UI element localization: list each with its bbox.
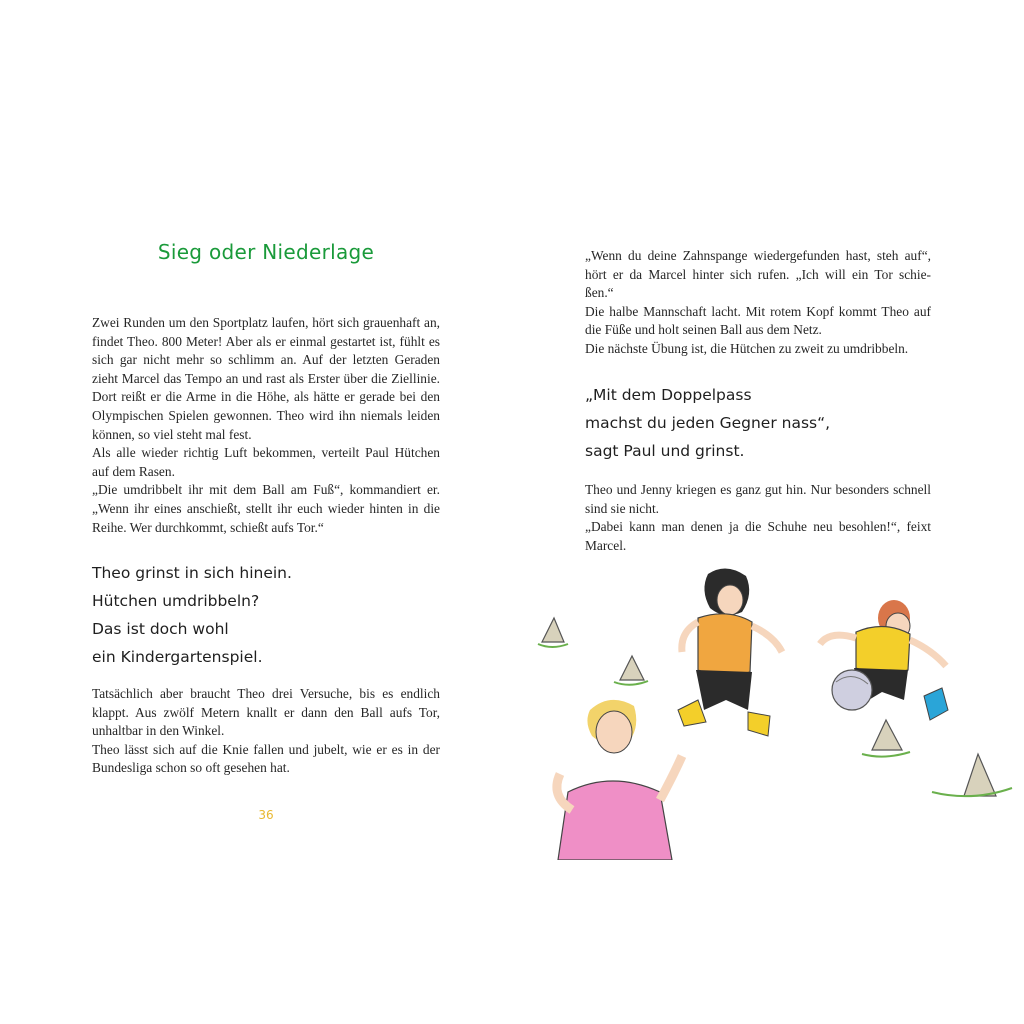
- large-line: Theo grinst in sich hinein.: [92, 564, 292, 582]
- ball-icon: [832, 670, 872, 710]
- girl-player: [678, 568, 782, 736]
- large-line: sagt Paul und grinst.: [585, 442, 745, 460]
- large-line: Hütchen umdribbeln?: [92, 592, 260, 610]
- large-line: Das ist doch wohl: [92, 620, 229, 638]
- left-paragraph-2: [92, 685, 440, 778]
- paragraph: „Dabei kann man denen ja die Schuhe neu besohlen!“, feixt Marcel.: [585, 519, 931, 553]
- right-large-text: [585, 381, 931, 465]
- right-paragraph-1: [585, 247, 931, 359]
- right-page: [512, 0, 1024, 1024]
- paragraph: Tatsächlich aber braucht Theo drei Versuche, bis es endlich klappt. Aus zwölf Metern knallt er dann den Ball aufs Tor, unhaltbar in den Winkel.: [92, 686, 440, 739]
- cone-icon: [538, 618, 568, 647]
- paragraph: Die halbe Mannschaft lacht. Mit rotem Kopf kommt Theo auf die Füße und holt seinen Ball aus dem Netz.: [585, 303, 931, 338]
- right-paragraph-2: [585, 481, 931, 555]
- chapter-title: Sieg oder Niederlage: [157, 240, 375, 264]
- large-line: machst du jeden Gegner nass“,: [585, 414, 831, 432]
- paragraph: Theo und Jenny kriegen es ganz gut hin. Nur besonders schnell sind sie nicht.: [585, 482, 931, 516]
- cone-icon: [614, 656, 648, 685]
- cone-icon: [862, 720, 910, 757]
- paragraph: Die nächste Übung ist, die Hütchen zu zweit zu umdribbeln.: [585, 340, 909, 356]
- page-number: 36: [258, 808, 274, 822]
- paragraph: Theo lässt sich auf die Knie fallen und jubelt, wie er es in der Bundesliga schon so oft gesehen hat.: [92, 741, 440, 776]
- paragraph: Zwei Runden um den Sportplatz laufen, hört sich grauenhaft an, findet Theo. 800 Meter! Aber als er einmal gestartet ist, fühlt es sich gar nicht mehr so schlimm an. Auf der letzten Geraden zieht Marcel das Tempo an und rast als Erster über die Ziellinie. Dort reißt er die Arme in die Höhe, als hätte er gerade bei den Olympischen Spielen gewonnen. Theo wird ihn niemals leiden können, so viel steht mal fest.: [92, 315, 440, 442]
- large-line: „Mit dem Doppelpass: [585, 386, 752, 404]
- left-large-text: [92, 559, 440, 671]
- soccer-kids-illustration: [512, 560, 1024, 860]
- paragraph: „Die umdribbelt ihr mit dem Ball am Fuß“, kommandiert er. „Wenn ihr eines anschießt, stellt ihr euch wieder hinten in die Reihe. Wer durchkommt, schießt aufs Tor.“: [92, 482, 440, 535]
- paragraph: „Wenn du deine Zahnspange wiedergefunden hast, steh auf“, hört er da Marcel hinter sich rufen. „Ich will ein Tor schie- ßen.“: [585, 248, 931, 301]
- boy-spectator: [557, 700, 682, 860]
- large-line: ein Kindergartenspiel.: [92, 648, 263, 666]
- left-paragraph-1: [92, 314, 440, 537]
- cone-icon: [932, 754, 1012, 796]
- paragraph: Als alle wieder richtig Luft bekommen, verteilt Paul Hütchen auf dem Rasen.: [92, 445, 440, 479]
